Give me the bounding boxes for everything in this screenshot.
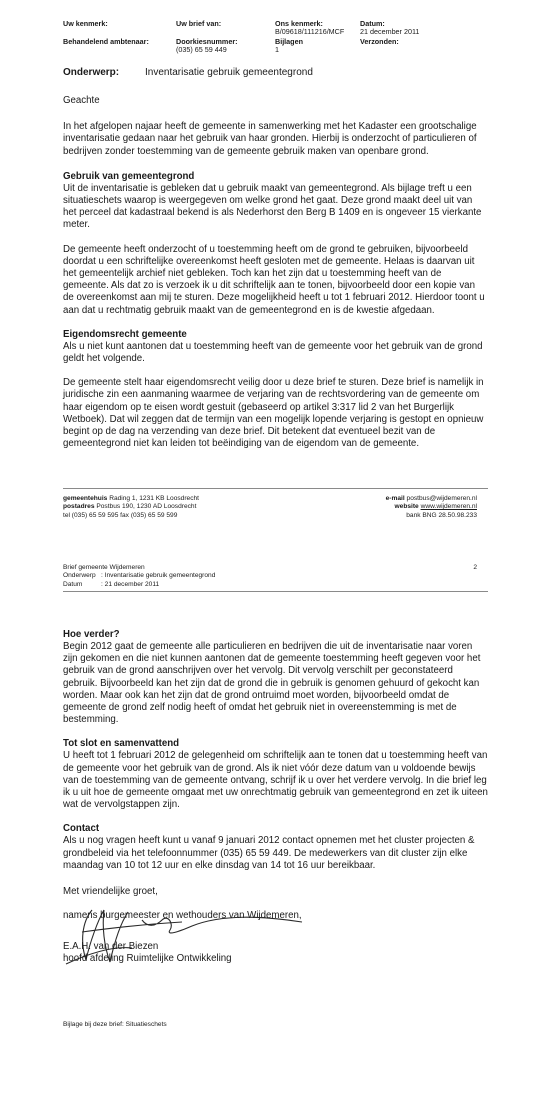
paragraph-eigendom-intro: Als u niet kunt aantonen dat u toestemming heeft van de gemeente voor het gebruik van de grond geldt het volgende.	[63, 340, 483, 365]
website-link[interactable]: www.wijdemeren.nl	[420, 503, 477, 511]
datum-label: Datum:	[360, 19, 385, 28]
signatory-title: hoofd afdeling Ruimtelijke Ontwikkeling	[63, 953, 232, 964]
doorkiesnummer-label: Doorkiesnummer:	[176, 37, 238, 46]
datum-value: 21 december 2011	[360, 27, 420, 36]
subject-label: Onderwerp:	[63, 67, 120, 78]
paragraph-intro: In het afgelopen najaar heeft de gemeente in samenwerking met het Kadaster een grootschalige inventarisatie gedaan naar het gebruik van haar gronden. Hierbij is onderzocht of particulieren of bedrijven zonder toestemming van de gemeente gebruik maken van openbare grond.	[63, 121, 477, 157]
page2-header-divider	[63, 591, 488, 592]
behandelend-ambtenaar-label: Behandelend ambtenaar:	[63, 37, 149, 46]
footer-address: gemeentehuis Rading 1, 1231 KB Loosdrecht postadres Postbus 190, 1230 AD Loosdrecht tel (035) 65 59 595 fax (035) 65 59 599	[63, 495, 199, 519]
page2-header: Brief gemeente Wijdemeren Onderwerp : Inventarisatie gebruik gemeentegrond Datum : 21 december 2011	[63, 564, 216, 588]
paragraph-aanmaning: De gemeente stelt haar eigendomsrecht veilig door u deze brief te sturen. Deze brief is namelijk in juridische zin een aanmaning waarmee de verjaring van de rechtsvordering van de gemeente om haar eigendom op te eisen wordt gestuit (gebaseerd op artikel 3:317 lid 2 van het Burgerlijk Wetboek). Dat wil zeggen dat de termijn van een mogelijk lopende verjaring is gestopt en opnieuw begint op de dag na verzending van deze brief. Dit betekent dat eventueel bezit van de gemeentegrond niet kan leiden tot beëindiging van de eigendom van de gemeente.	[63, 377, 484, 450]
namens: namens burgemeester en wethouders van Wijdemeren,	[63, 910, 302, 922]
greeting: Geachte	[63, 95, 100, 106]
heading-contact: Contact	[63, 823, 100, 835]
paragraph-tot-slot: U heeft tot 1 februari 2012 de gelegenheid om schriftelijk aan te tonen dat u toestemming heeft van de gemeente voor het gebruik van de grond. Als ik niet vóór deze datum van u voldoende bewijs van de toestemming van de gemeente ontvang, schrijf ik u over het verdere vervolg. In die brief leg ik u uit hoe de gemeente omgaat met uw onrechtmatig gebruik van gemeentegrond en zet ik uiteen wat de vervolgstappen zijn.	[63, 750, 488, 811]
page1-body	[63, 95, 488, 450]
uw-kenmerk-label: Uw kenmerk:	[63, 19, 108, 28]
uw-brief-label: Uw brief van:	[176, 19, 222, 28]
signatory-name: E.A.H. van der Biezen	[63, 941, 159, 952]
doorkiesnummer-value: (035) 65 59 449	[176, 45, 227, 54]
verzonden-label: Verzonden:	[360, 37, 399, 46]
paragraph-gebruik: Uit de inventarisatie is gebleken dat u gebruik maakt van gemeentegrond. Als bijlage treft u een situatieschets waarop is weergegeven om welke grond het gaat. Deze grond maakt deel uit van het perceel dat kadastraal bekend is als Nederhorst den Berg B 1409 en is ongeveer 15 vierkante meter.	[63, 182, 482, 231]
heading-tot-slot: Tot slot en samenvattend	[63, 738, 180, 750]
footer-divider	[63, 488, 488, 489]
paragraph-toestemming: De gemeente heeft onderzocht of u toestemming heeft om de grond te gebruiken, bijvoorbeeld doordat u een schriftelijke overeenkomst heeft gesloten met de gemeente. Helaas is daarvan uit het gemeentelijk archief niet gebleken. Toch kan het zijn dat u toestemming heeft van de gemeente. Als dat zo is verzoek ik u dit schriftelijk aan te tonen, bijvoorbeeld door een kopie van de overeenkomst aan mij te sturen. Deze mogelijkheid heeft u tot 1 februari 2012. Hierdoor toont u aan dat u rechtmatig gebruik maakt van de gemeentegrond en is de kwestie afgedaan.	[63, 243, 485, 316]
heading-eigendomsrecht: Eigendomsrecht gemeente	[63, 328, 187, 340]
bijlagen-label: Bijlagen	[275, 37, 303, 46]
page-number: 2	[473, 564, 477, 571]
heading-gebruik: Gebruik van gemeentegrond	[63, 170, 195, 182]
ons-kenmerk-label: Ons kenmerk:	[275, 19, 323, 28]
paragraph-hoe-verder: Begin 2012 gaat de gemeente alle particulieren en bedrijven die uit de inventarisatie naar voren zijn gekomen en die niet kunnen aantonen dat de gemeente toestemming heeft gegeven voor het gebruik van de grond aanschrijven over het vervolg. Dit vervolg verschilt per geconstateerd gebruik. Bijvoorbeeld kan het zijn dat de grond die in gebruik is genomen gehuurd of gekocht kan worden. Maar ook kan het zijn dat de grond ontruimd moet worden, bijvoorbeeld omdat de gemeente de grond zelf nodig heeft of omdat het gebruik niet in overeenstemming is met de bestemming.	[63, 641, 481, 726]
bijlagen-value: 1	[275, 45, 279, 54]
ons-kenmerk-value: B/09618/111216/MCF	[275, 27, 345, 36]
page2-body	[63, 629, 488, 922]
bijlage-note: Bijlage bij deze brief: Situatieschets	[63, 1021, 167, 1028]
heading-hoe-verder: Hoe verder?	[63, 629, 120, 640]
footer-contact: e-mail postbus@wijdemeren.nl website www.wijdemeren.nl bank BNG 28.50.98.233	[385, 495, 477, 519]
closing: Met vriendelijke groet,	[63, 886, 158, 898]
paragraph-contact: Als u nog vragen heeft kunt u vanaf 9 januari 2012 contact opnemen met het cluster projecten & grondbeleid via het telefoonnummer (035) 65 59 449. De medewerkers van dit cluster zijn elke maandag van 10 tot 12 uur en elke dinsdag van 14 tot 16 uur bereikbaar.	[63, 835, 475, 871]
subject-value: Inventarisatie gebruik gemeentegrond	[145, 67, 313, 78]
